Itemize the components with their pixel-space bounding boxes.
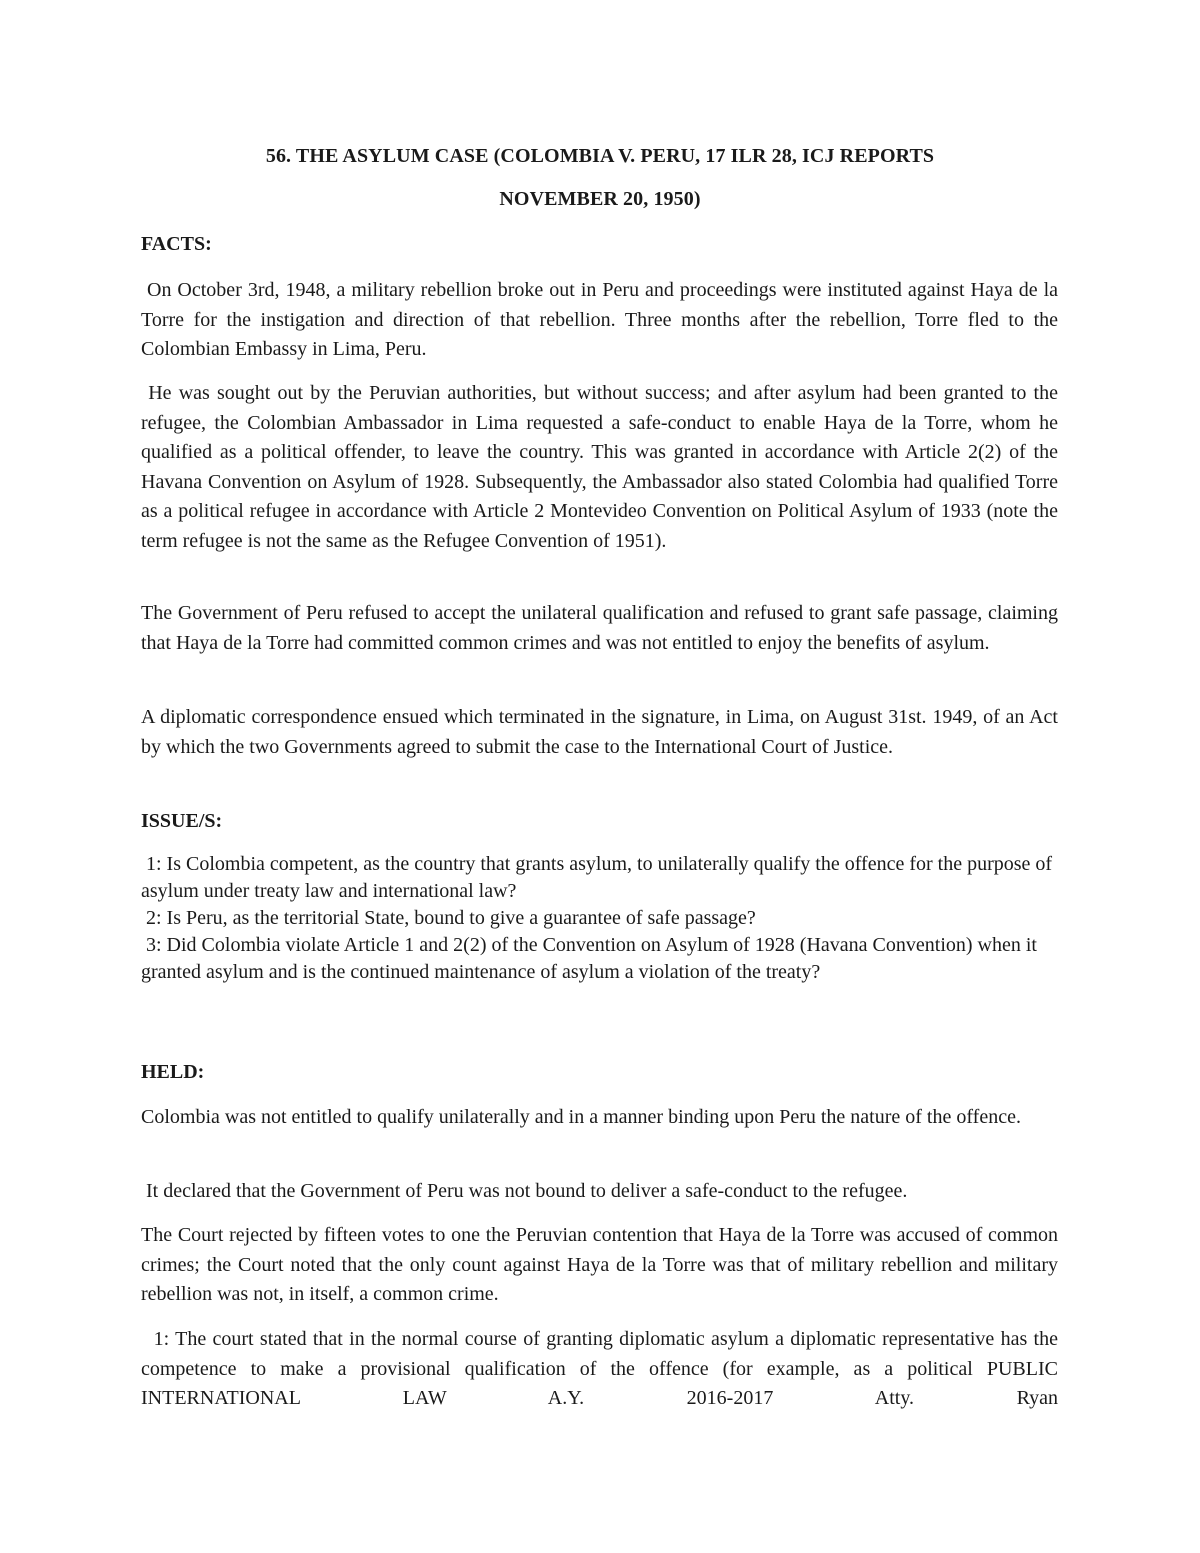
facts-paragraph-3: The Government of Peru refused to accept the unilateral qualification and refused to grant safe passage, claiming that Haya de la Torre had committed common crimes and was not entitled to enjoy the benefits of asylum. xyxy=(141,602,1058,654)
facts-paragraph-1: On October 3rd, 1948, a military rebellion broke out in Peru and proceedings were instituted against Haya de la Torre for the instigation and direction of that rebellion. Three months after the rebellion, Torre fled to the Colombian Embassy in Lima, Peru. xyxy=(141,279,1058,360)
issue-item-1: 1: Is Colombia competent, as the country that grants asylum, to unilaterally qualify the offence for the purpose of asylum under treaty law and international law? xyxy=(141,853,1053,902)
case-title-line-2: NOVEMBER 20, 1950) xyxy=(499,188,701,210)
facts-heading: FACTS: xyxy=(141,233,212,255)
held-heading: HELD: xyxy=(141,1061,205,1083)
issue-item-3: 3: Did Colombia violate Article 1 and 2(2) of the Convention on Asylum of 1928 (Havana Convention) when it granted asylum and is the continued maintenance of asylum a violation of the treaty? xyxy=(141,934,1037,983)
held-paragraph-3: The Court rejected by fifteen votes to one the Peruvian contention that Haya de la Torre was accused of common crimes; the Court noted that the only count against Haya de la Torre was that of military rebellion and military rebellion was not, in itself, a common crime. xyxy=(141,1224,1058,1305)
facts-paragraph-2: He was sought out by the Peruvian authorities, but without success; and after asylum had been granted to the refugee, the Colombian Ambassador in Lima requested a safe-conduct to enable Haya de la Torre, whom he qualified as a political offender, to leave the country. This was granted in accordance with Article 2(2) of the Havana Convention on Asylum of 1928. Subsequently, the Ambassador also stated Colombia had qualified Torre as a political refugee in accordance with Article 2 Montevideo Convention on Political Asylum of 1933 (note the term refugee is not the same as the Refugee Convention of 1951). xyxy=(141,382,1058,552)
held-paragraph-4: 1: The court stated that in the normal course of granting diplomatic asylum a diplomatic representative has the competence to make a provisional qualification of the offence (for example, as a political PUBLIC INTERNATIONAL LAW A.Y. 2016-2017 Atty. Ryan xyxy=(141,1328,1058,1409)
case-title-line-1: 56. THE ASYLUM CASE (COLOMBIA V. PERU, 17 ILR 28, ICJ REPORTS xyxy=(265,145,935,167)
issue-item-2: 2: Is Peru, as the territorial State, bound to give a guarantee of safe passage? xyxy=(141,907,756,929)
held-paragraph-2: It declared that the Government of Peru was not bound to deliver a safe-conduct to the refugee. xyxy=(141,1180,908,1202)
held-paragraph-1: Colombia was not entitled to qualify unilaterally and in a manner binding upon Peru the nature of the offence. xyxy=(141,1106,1021,1128)
facts-paragraph-4: A diplomatic correspondence ensued which terminated in the signature, in Lima, on August 31st. 1949, of an Act by which the two Governments agreed to submit the case to the International Court of Justice. xyxy=(141,706,1058,758)
issues-heading: ISSUE/S: xyxy=(141,810,223,832)
